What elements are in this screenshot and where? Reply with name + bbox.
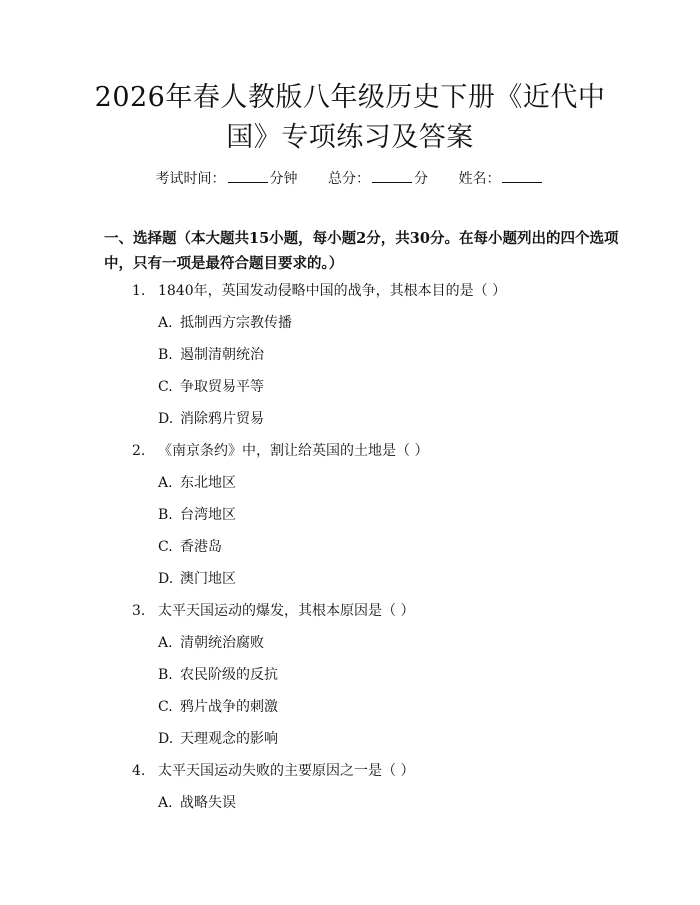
section-header: 一、选择题（本大题共15小题，每小题2分，共30分。在每小题列出的四个选项中，只有一项是最符合题目要求的。） [104,230,619,272]
exam-time-blank [228,168,268,183]
question-text: 太平天国运动失败的主要原因之一是（ ） [158,763,415,779]
question-stem [132,438,632,470]
option-text: 清朝统治腐败 [180,635,264,651]
answer-option [132,470,632,502]
option-letter: D. [158,571,174,587]
name-label: 姓名： [458,171,501,187]
option-letter: B. [158,667,173,683]
score-unit: 分 [414,171,428,187]
answer-option [132,566,632,598]
answer-option [132,502,632,534]
question-number: 3. [132,603,146,619]
option-text: 天理观念的影响 [180,731,278,747]
option-text: 东北地区 [180,475,236,491]
option-letter: C. [158,379,173,395]
option-letter: B. [158,507,173,523]
question-list [132,278,632,822]
exam-time-field [156,168,298,189]
answer-option [132,534,632,566]
answer-option [132,726,632,758]
option-text: 台湾地区 [180,507,236,523]
answer-option [132,630,632,662]
answer-option [132,406,632,438]
option-text: 香港岛 [180,539,222,555]
option-letter: C. [158,539,173,555]
option-letter: A. [158,635,173,651]
option-text: 战略失误 [180,795,236,811]
question-number: 1. [132,283,146,299]
answer-option [132,342,632,374]
exam-time-label: 考试时间： [155,171,226,187]
name-field [458,168,544,189]
option-text: 农民阶级的反抗 [180,667,278,683]
option-letter: C. [158,699,173,715]
question-number: 4. [132,763,146,779]
answer-option [132,310,632,342]
name-blank [502,168,542,183]
answer-option [132,662,632,694]
option-text: 鸦片战争的刺激 [180,699,278,715]
exam-time-unit: 分钟 [269,171,298,187]
option-letter: A. [158,315,173,331]
document-title [60,78,640,158]
question-stem [132,278,632,310]
option-text: 争取贸易平等 [180,379,264,395]
option-letter: B. [158,347,173,363]
score-blank [372,168,412,183]
title-line-2: 国》专项练习及答案 [226,122,474,153]
answer-option [132,694,632,726]
score-field [328,168,428,189]
title-line-1: 2026年春人教版八年级历史下册《近代中 [94,82,606,113]
question-text: 太平天国运动的爆发，其根本原因是（ ） [158,603,415,619]
answer-option [132,790,632,822]
option-text: 澳门地区 [180,571,236,587]
option-letter: D. [158,411,174,427]
option-letter: A. [158,795,173,811]
option-letter: D. [158,731,174,747]
question-text: 《南京条约》中，割让给英国的土地是（ ） [158,443,429,459]
exam-info-row [0,168,700,189]
option-text: 遏制清朝统治 [180,347,264,363]
question-number: 2. [132,443,146,459]
option-text: 消除鸦片贸易 [180,411,264,427]
score-label: 总分： [328,171,370,187]
question-text: 1840年，英国发动侵略中国的战争，其根本目的是（ ） [158,283,507,299]
question-stem [132,598,632,630]
question-stem [132,758,632,790]
option-text: 抵制西方宗教传播 [180,315,292,331]
option-letter: A. [158,475,173,491]
answer-option [132,374,632,406]
